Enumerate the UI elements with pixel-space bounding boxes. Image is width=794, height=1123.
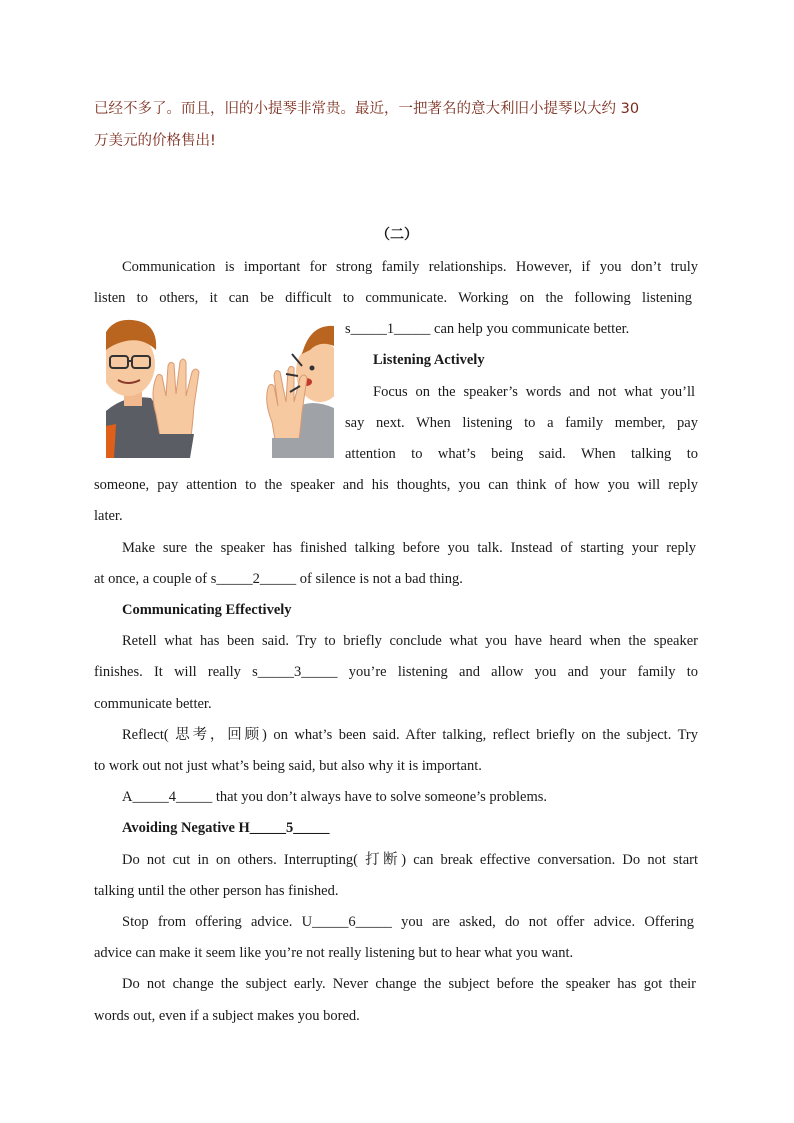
passage-stop-line1: Stop from offering advice. U_____6_____ you are asked, do not offer advice. Offering [122, 914, 694, 930]
passage-focus-line5: later. [94, 508, 123, 524]
passage-stop-line2: advice can make it seem like you’re not really listening but to hear what you want. [94, 945, 574, 961]
passage-reflect-line2: to work out not just what’s being said, but also why it is important. [94, 758, 482, 774]
heading-avoiding-negative: Avoiding Negative H_____5_____ [122, 820, 330, 836]
heading-listening-actively: Listening Actively [373, 352, 485, 368]
passage-intro-line3: s_____1_____ can help you communicate better. [345, 321, 630, 337]
passage-make-sure-line1: Make sure the speaker has finished talking before you talk. Instead of starting your reply [122, 540, 696, 556]
passage-focus-line4: someone, pay attention to the speaker and his thoughts, you can think of how you will reply [94, 477, 698, 493]
passage-focus-line1: Focus on the speaker’s words and not what you’ll [373, 384, 695, 400]
passage-retell-line2: finishes. It will really s_____3_____ you’re listening and allow you and your family to [94, 664, 698, 680]
section-title: （二） [376, 227, 418, 243]
passage-subject-line1: Do not change the subject early. Never change the subject before the speaker has got their [122, 976, 696, 992]
passage-intro-line1: Communication is important for strong family relationships. However, if you don’t truly [122, 259, 698, 275]
chinese-text-line2: 万美元的价格售出! [94, 133, 216, 149]
listening-man-figure [106, 320, 199, 458]
heading-communicating-effectively: Communicating Effectively [122, 602, 292, 618]
passage-focus-line3: attention to what’s being said. When talking to [345, 446, 698, 462]
passage-intro-line2: listen to others, it can be difficult to communicate. Working on the following listening [94, 290, 692, 306]
passage-cut-in-line1: Do not cut in on others. Interrupting( 打断) can break effective conversation. Do not start [122, 852, 698, 868]
passage-retell-line1: Retell what has been said. Try to briefly conclude what you have heard when the speaker [122, 633, 698, 649]
passage-retell-line3: communicate better. [94, 696, 212, 712]
passage-make-sure-line2: at once, a couple of s_____2_____ of silence is not a bad thing. [94, 571, 463, 587]
speaking-man-figure [267, 326, 334, 458]
passage-reflect-line1: Reflect( 思考，回顾) on what’s been said. After talking, reflect briefly on the subject. Try [122, 727, 698, 743]
passage-blank4-line: A_____4_____ that you don’t always have to solve someone’s problems. [122, 789, 548, 805]
chinese-text-line1: 已经不多了。而且，旧的小提琴非常贵。最近，一把著名的意大利旧小提琴以大约 30 [94, 101, 640, 117]
conversation-illustration [106, 316, 334, 458]
passage-subject-line2: words out, even if a subject makes you bored. [94, 1008, 360, 1024]
passage-focus-line2: say next. When listening to a family member, pay [345, 415, 698, 431]
passage-cut-in-line2: talking until the other person has finished. [94, 883, 339, 899]
